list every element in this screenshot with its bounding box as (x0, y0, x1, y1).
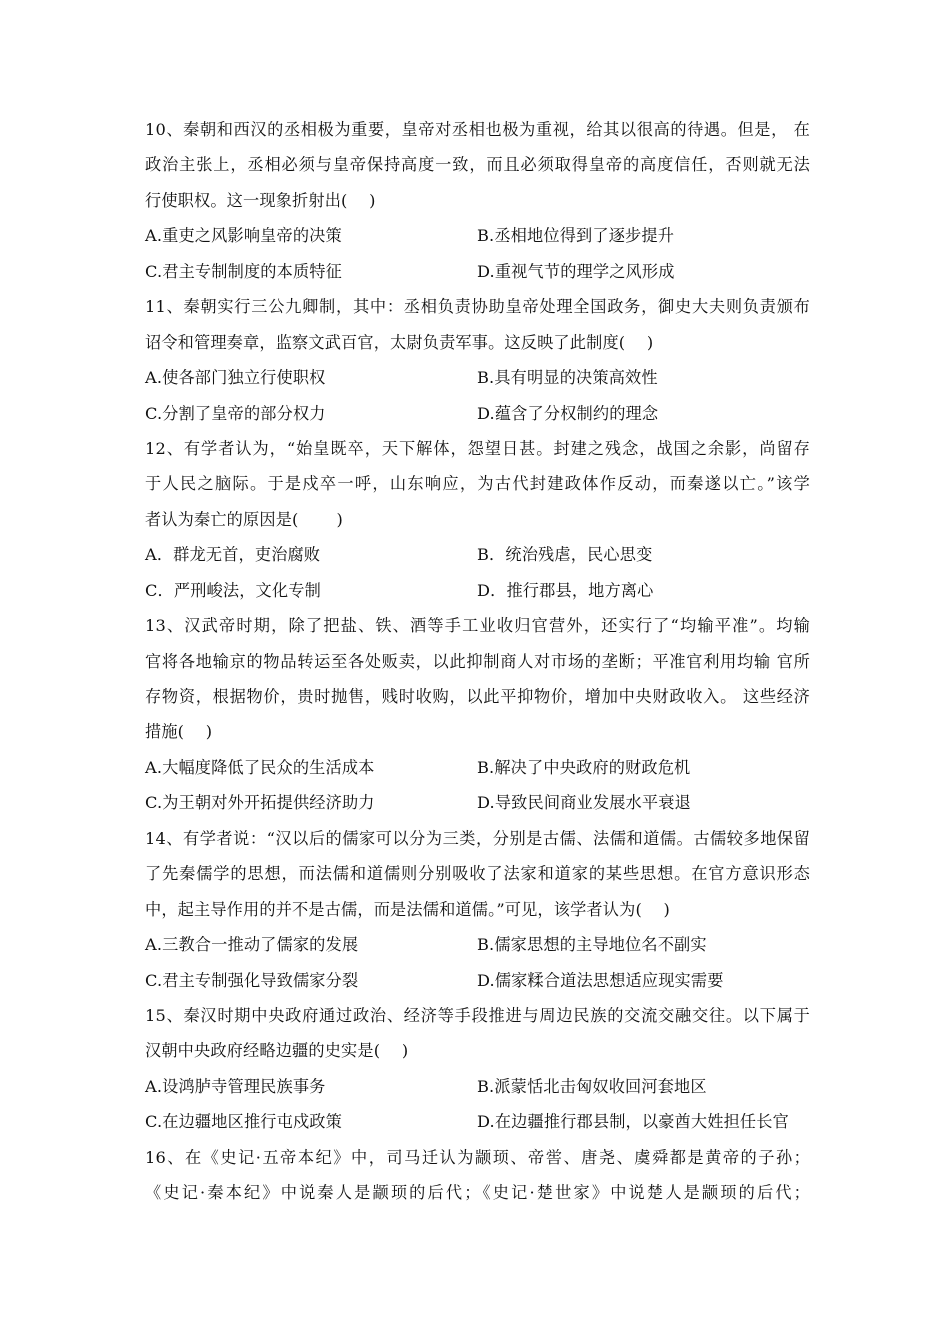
options-row (145, 218, 810, 253)
options-row (145, 254, 810, 289)
answer-option: D.导致民间商业发展水平衰退 (477, 793, 691, 813)
question-16 (145, 1140, 810, 1211)
answer-option: A.使各部门独立行使职权 (145, 368, 326, 388)
options-row (145, 1104, 810, 1139)
answer-option: C.分割了皇帝的部分权力 (145, 403, 326, 423)
options-row (145, 573, 810, 608)
answer-option: A.设鸿胪寺管理民族事务 (145, 1076, 326, 1096)
question-stem-line: 存物资，根据物价，贵时抛售，贱时收购，以此平抑物价，增加中央财政收入。 这些经济 (145, 687, 810, 706)
options-row (145, 927, 810, 962)
question-12 (145, 431, 810, 608)
question-11 (145, 289, 810, 431)
answer-option: A.大幅度降低了民众的生活成本 (145, 757, 375, 777)
answer-option: D.重视气节的理学之风形成 (477, 261, 675, 281)
answer-option: C.君主专制强化导致儒家分裂 (145, 970, 359, 990)
options-row (145, 360, 810, 395)
question-stem-line: 诏令和管理奏章，监察文武百官，太尉负责军事。这反映了此制度( ) (145, 332, 654, 352)
document-page (145, 112, 810, 1211)
question-13 (145, 608, 810, 821)
answer-option: B.解决了中央政府的财政危机 (477, 757, 691, 777)
options-row (145, 1069, 810, 1104)
question-stem-line: 措施( ) (145, 722, 213, 742)
question-stem-line: 11、秦朝实行三公九卿制，其中：丞相负责协助皇帝处理全国政务，御史大夫则负责颁布 (145, 297, 810, 317)
options-row (145, 963, 810, 998)
answer-option: C．严刑峻法，文化专制 (145, 580, 321, 600)
options-row (145, 785, 810, 820)
question-stem-line: 14、有学者说：“汉以后的儒家可以分为三类，分别是古儒、法儒和道儒。古儒较多地保留 (145, 828, 810, 848)
question-14 (145, 821, 810, 998)
answer-option: B.派蒙恬北击匈奴收回河套地区 (477, 1076, 707, 1096)
answer-option: B.具有明显的决策高效性 (477, 368, 658, 388)
answer-option: B.丞相地位得到了逐步提升 (477, 226, 675, 246)
answer-option: D.儒家糅合道法思想适应现实需要 (477, 970, 724, 990)
question-stem-line: 了先秦儒学的思想，而法儒和道儒则分别吸收了法家和道家的某些思想。在官方意识形态 (145, 864, 810, 884)
question-stem-line: 16、在《史记·五帝本纪》中，司马迁认为颛顼、帝喾、唐尧、虞舜都是黄帝的子孙； (145, 1147, 810, 1167)
question-stem-line: 15、秦汉时期中央政府通过政治、经济等手段推进与周边民族的交流交融交往。以下属于 (145, 1005, 810, 1025)
answer-option: D.蕴含了分权制约的理念 (477, 403, 659, 423)
question-stem-line: 中，起主导作用的并不是古儒，而是法儒和道儒。”可见，该学者认为( ) (145, 899, 671, 919)
question-stem-line: 10、秦朝和西汉的丞相极为重要，皇帝对丞相也极为重视，给其以很高的待遇。但是， 在 (145, 120, 810, 139)
question-15 (145, 998, 810, 1140)
answer-option: C.在边疆地区推行屯戍政策 (145, 1112, 342, 1132)
answer-option: D.在边疆推行郡县制，以豪酋大姓担任长官 (477, 1112, 789, 1132)
options-row (145, 537, 810, 572)
options-row (145, 396, 810, 431)
answer-option: B．统治残虐，民心思变 (477, 545, 653, 565)
question-stem-line: 者认为秦亡的原因是( ) (145, 509, 343, 529)
question-stem-line: 汉朝中央政府经略边疆的史实是( ) (145, 1041, 409, 1061)
question-stem-line: 《史记·秦本纪》中说秦人是颛顼的后代；《史记·楚世家》中说楚人是颛顼的后代； (145, 1183, 810, 1203)
question-stem-line: 12、有学者认为，“始皇既卒，天下解体，怨望日甚。封建之残念，战国之余影，尚留存 (145, 438, 810, 458)
answer-option: A．群龙无首，吏治腐败 (145, 545, 321, 565)
answer-option: A.三教合一推动了儒家的发展 (145, 935, 359, 955)
answer-option: D．推行郡县，地方离心 (477, 580, 654, 600)
question-stem-line: 13、汉武帝时期，除了把盐、铁、酒等手工业收归官营外，还实行了“均输平准”。均输 (145, 616, 810, 636)
options-row (145, 750, 810, 785)
question-stem-line: 官将各地输京的物品转运至各处贩卖，以此抑制商人对市场的垄断；平准官利用均输 官所 (145, 651, 810, 671)
question-10 (145, 112, 810, 289)
answer-option: B.儒家思想的主导地位名不副实 (477, 935, 707, 955)
question-stem-line: 于人民之脑际。于是戍卒一呼，山东响应，为古代封建政体作反动，而秦遂以亡。”该学 (145, 474, 810, 494)
question-stem-line: 行使职权。这一现象折射出( ) (145, 190, 376, 210)
question-stem-line: 政治主张上，丞相必须与皇帝保持高度一致，而且必须取得皇帝的高度信任，否则就无法 (145, 155, 810, 175)
answer-option: A.重吏之风影响皇帝的决策 (145, 226, 342, 246)
answer-option: C.为王朝对外开拓提供经济助力 (145, 793, 375, 813)
answer-option: C.君主专制制度的本质特征 (145, 261, 342, 281)
